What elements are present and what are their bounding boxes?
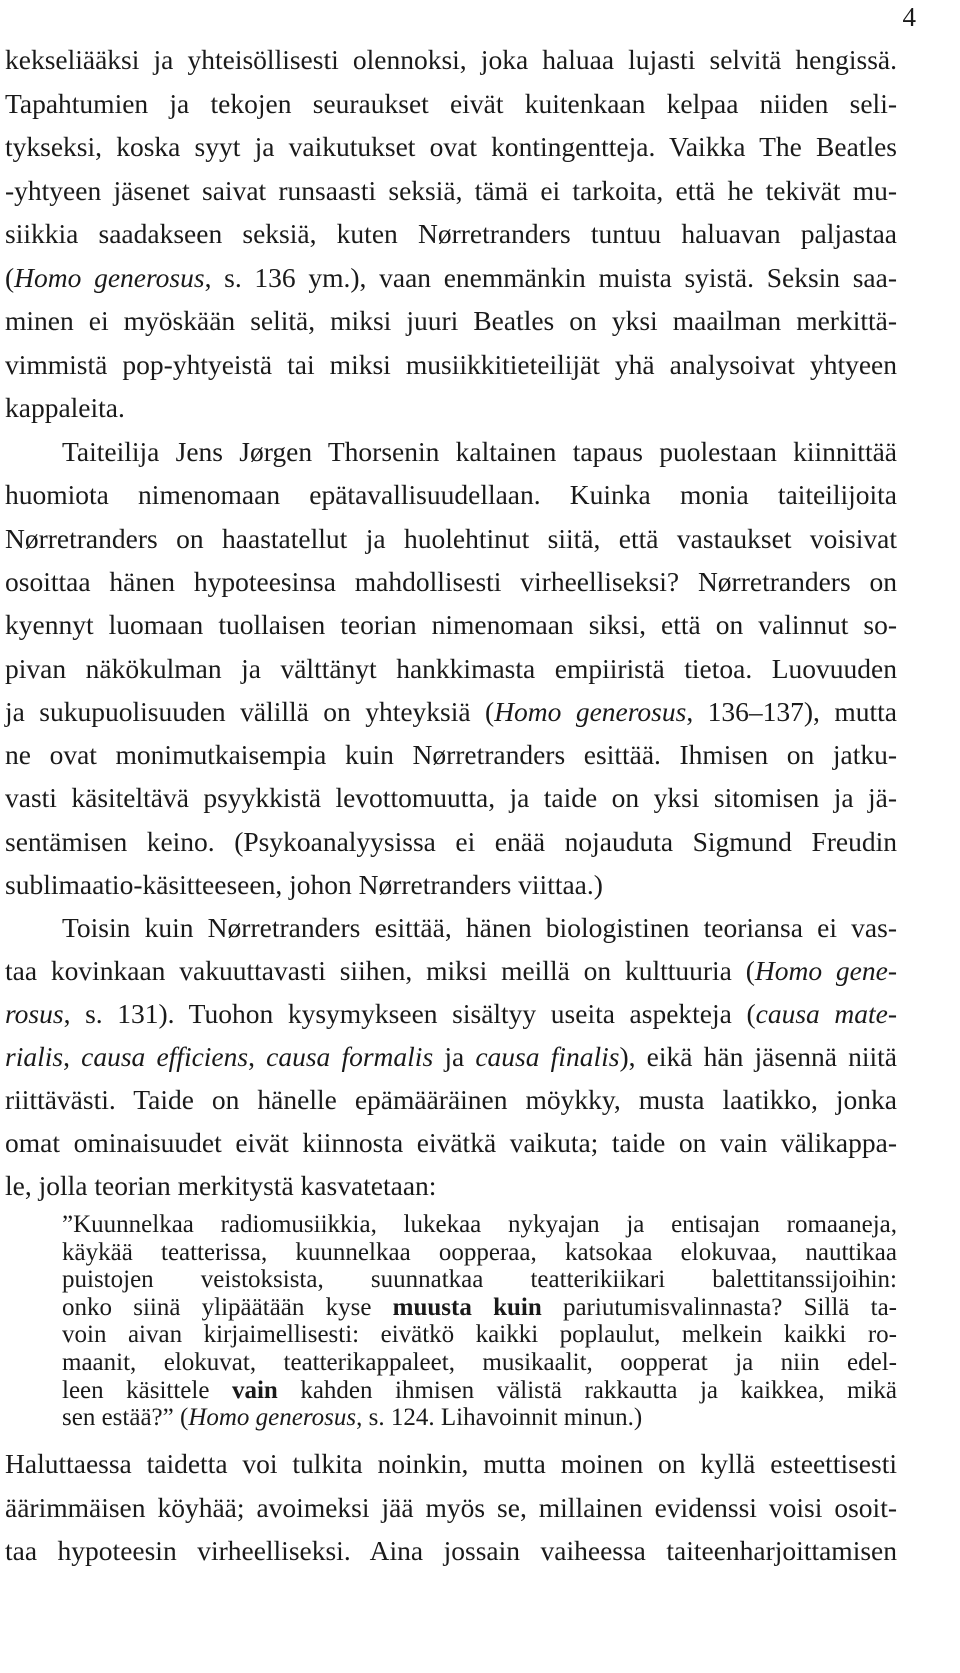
text-line bbox=[5, 218, 897, 250]
text-line bbox=[5, 1127, 897, 1159]
quote-line bbox=[62, 1294, 897, 1321]
text-span: puistojen veistoksista, suunnatkaa teatterikiikari balettitanssijoihin: bbox=[62, 1266, 897, 1294]
text-line bbox=[5, 1170, 897, 1202]
italic-text: Homo generosus bbox=[14, 261, 205, 293]
quote-line bbox=[62, 1211, 897, 1238]
text-line bbox=[5, 175, 897, 207]
quote-line bbox=[62, 1349, 897, 1376]
text-span: omat ominaisuudet eivät kiinnosta eivätkä vaikuta; taide on vain välikappa- bbox=[5, 1127, 897, 1158]
quote-line bbox=[62, 1321, 897, 1348]
text-span: tykseksi, koska syyt ja vaikutukset ovat kontingentteja. Vaikka The Beatles bbox=[5, 131, 897, 163]
text-span: Toisin kuin Nørretranders esittää, hänen biologistinen teoriansa ei vas- bbox=[62, 912, 897, 943]
text-line bbox=[5, 696, 897, 728]
text-span: Tapahtumien ja tekojen seuraukset eivät kuitenkaan kelpaa niiden seli- bbox=[5, 87, 897, 119]
italic-text: rialis bbox=[5, 1041, 64, 1072]
text-line bbox=[5, 523, 897, 555]
text-line bbox=[5, 392, 897, 424]
text-span: käykää teatterissa, kuunnelkaa oopperaa, katsokaa elokuvaa, nauttikaa bbox=[62, 1238, 897, 1266]
text-span: , s. 131). Tuohon kysymykseen sisältyy useita aspekteja ( bbox=[63, 998, 756, 1029]
text-line bbox=[5, 262, 897, 294]
text-line bbox=[5, 131, 897, 163]
text-line bbox=[5, 739, 897, 771]
quote-line bbox=[62, 1266, 897, 1293]
text-span: kyennyt luomaan tuollaisen teorian nimenomaan siksi, että on valinnut so- bbox=[5, 609, 897, 641]
bold-text: muusta kuin bbox=[392, 1293, 542, 1321]
text-span: äärimmäisen köyhää; avoimeksi jää myös se, millainen evidenssi voisi osoit- bbox=[5, 1491, 897, 1523]
italic-text: rosus bbox=[5, 998, 64, 1029]
text-span: le, jolla teorian merkitystä kasvatetaan: bbox=[5, 1170, 437, 1201]
text-span: kahden ihmisen välistä rakkautta ja kaikkea, mikä bbox=[277, 1376, 897, 1404]
text-line bbox=[5, 479, 897, 511]
text-line bbox=[5, 566, 897, 598]
text-span: vasti käsiteltävä psyykkistä levottomuutta, ja taide on yksi sitomisen ja jä- bbox=[5, 782, 897, 814]
italic-text: Homo gene- bbox=[754, 955, 897, 986]
quote-line bbox=[62, 1377, 897, 1404]
text-line bbox=[5, 653, 897, 685]
text-span: , s. 124. Lihavoinnit minun.) bbox=[356, 1404, 643, 1432]
text-span: taa hypoteesin virheelliseksi. Aina jossain vaiheessa taiteenharjoittamisen bbox=[5, 1535, 897, 1566]
text-line bbox=[5, 1492, 897, 1524]
quote-line bbox=[62, 1239, 897, 1266]
text-span: onko siinä ylipäätään kyse bbox=[62, 1293, 393, 1321]
text-line bbox=[5, 1448, 897, 1480]
text-line bbox=[62, 436, 897, 468]
text-span: vimmistä pop-yhtyeistä tai miksi musiikkitieteilijät yhä analysoivat yhtyeen bbox=[5, 348, 897, 380]
italic-text: causa finalis bbox=[475, 1041, 620, 1072]
text-line bbox=[5, 609, 897, 641]
quote-line bbox=[62, 1404, 897, 1431]
text-span: taa kovinkaan vakuuttavasti siihen, miksi meillä on kulttuuria ( bbox=[5, 955, 755, 986]
text-span: -yhtyeen jäsenet saivat runsaasti seksiä, tämä ei tarkoita, että he tekivät mu- bbox=[5, 174, 897, 206]
text-span: ja bbox=[433, 1041, 476, 1072]
text-span: , bbox=[63, 1041, 82, 1072]
text-span: osoittaa hänen hypoteesinsa mahdollisesti virheelliseksi? Nørretranders on bbox=[5, 565, 897, 597]
text-span: leen käsittele bbox=[62, 1376, 232, 1404]
italic-text: causa formalis bbox=[266, 1041, 434, 1072]
text-span: ne ovat monimutkaisempia kuin Nørretranders esittää. Ihmisen on jatku- bbox=[5, 739, 897, 771]
italic-text: causa mate- bbox=[755, 998, 897, 1029]
text-span: pivan näkökulman ja välttänyt hankkimasta empiiristä tietoa. Luovuuden bbox=[5, 652, 897, 684]
text-line bbox=[5, 1041, 897, 1073]
text-span: pariutumisvalinnasta? Sillä ta- bbox=[541, 1293, 897, 1321]
text-line bbox=[5, 305, 897, 337]
italic-text: Homo generosus bbox=[494, 695, 687, 727]
bold-text: vain bbox=[231, 1376, 278, 1404]
text-span: Haluttaessa taidetta voi tulkita noinkin, mutta moinen on kyllä esteettisesti bbox=[5, 1448, 897, 1479]
text-span: , s. 136 ym.), vaan enemmänkin muista syistä. Seksin saa- bbox=[204, 261, 897, 293]
text-span: maanit, elokuvat, teatterikappaleet, musikaalit, oopperat ja niin edel- bbox=[62, 1349, 897, 1376]
text-span: sentämisen keino. (Psykoanalyysissa ei enää nojauduta Sigmund Freudin bbox=[5, 825, 897, 857]
text-line bbox=[5, 998, 897, 1030]
text-span: minen ei myöskään selitä, miksi juuri Beatles on yksi maailman merkittä- bbox=[5, 305, 897, 337]
text-span: huomiota nimenomaan epätavallisuudellaan. Kuinka monia taiteilijoita bbox=[5, 479, 897, 511]
text-span: sen estää?” ( bbox=[62, 1404, 189, 1432]
text-span: Taiteilija Jens Jørgen Thorsenin kaltainen tapaus puolestaan kiinnittää bbox=[62, 436, 897, 467]
text-line bbox=[5, 1535, 897, 1567]
text-span: , 136–137), mutta bbox=[686, 695, 897, 727]
text-line bbox=[62, 912, 897, 944]
text-span: sublimaatio-käsitteeseen, johon Nørretranders viittaa.) bbox=[5, 869, 603, 900]
text-span: riittävästi. Taide on hänelle epämääräinen möykky, musta laatikko, jonka bbox=[5, 1084, 897, 1115]
text-span: kappaleita. bbox=[5, 392, 125, 424]
text-span: ( bbox=[5, 261, 15, 293]
text-span: voin aivan kirjaimellisesti: eivätkö kaikki poplaulut, melkein kaikki ro- bbox=[62, 1321, 897, 1349]
text-span: ), eikä hän jäsennä niitä bbox=[619, 1041, 897, 1072]
italic-text: causa efficiens bbox=[81, 1041, 249, 1072]
text-line bbox=[5, 1084, 897, 1116]
italic-text: Homo generosus bbox=[188, 1404, 357, 1432]
text-line bbox=[5, 869, 897, 901]
text-line bbox=[5, 44, 897, 76]
text-span: ”Kuunnelkaa radiomusiikkia, lukekaa nykyajan ja entisajan romaaneja, bbox=[62, 1211, 897, 1238]
text-span: ja sukupuolisuuden välillä on yhteyksiä ( bbox=[5, 695, 495, 727]
page-number: 4 bbox=[902, 2, 916, 32]
text-line bbox=[5, 88, 897, 120]
text-line bbox=[5, 955, 897, 987]
text-line bbox=[5, 826, 897, 858]
text-span: kekseliääksi ja yhteisöllisesti olennoksi, joka haluaa lujasti selvitä hengissä. bbox=[5, 44, 897, 75]
text-line bbox=[5, 782, 897, 814]
text-span: Nørretranders on haastatellut ja huolehtinut siitä, että vastaukset voisivat bbox=[5, 522, 897, 554]
text-span: siikkia saadakseen seksiä, kuten Nørretranders tuntuu haluavan paljastaa bbox=[5, 218, 897, 250]
text-line bbox=[5, 349, 897, 381]
text-span: , bbox=[248, 1041, 267, 1072]
